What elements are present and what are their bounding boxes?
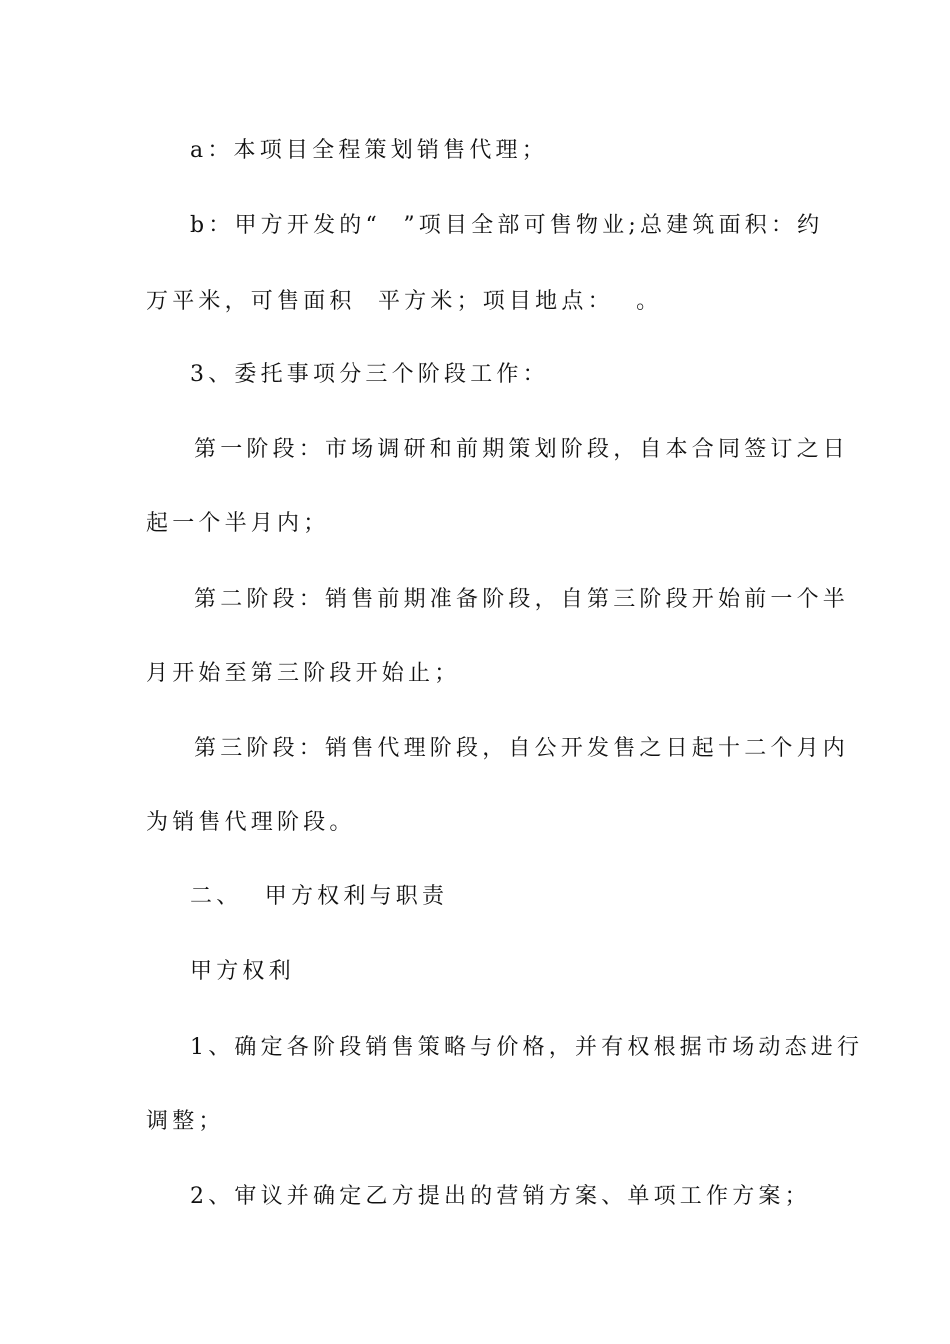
text-line: b：甲方开发的“ ”项目全部可售物业;总建筑面积：约 [190,213,824,238]
text-line: 2、审议并确定乙方提出的营销方案、单项工作方案； [190,1184,811,1209]
text-line: 为销售代理阶段。 [146,810,356,835]
text-line: 起一个半月内； [146,511,330,536]
subsection-heading: 甲方权利 [190,959,295,984]
section-heading: 二、 甲方权利与职责 [190,884,449,909]
text-line: 3、委托事项分三个阶段工作： [190,362,549,387]
text-line: 1、确定各阶段销售策略与价格，并有权根据市场动态进行 [190,1035,864,1060]
text-line: 万平米，可售面积 平方米；项目地点： 。 [146,289,663,314]
text-line: 月开始至第三阶段开始止； [146,661,461,686]
text-line: 第一阶段：市场调研和前期策划阶段，自本合同签订之日 [194,437,850,462]
text-line: 调整； [146,1109,225,1134]
text-line: 第三阶段：销售代理阶段，自公开发售之日起十二个月内 [194,736,850,761]
text-line: 第二阶段：销售前期准备阶段，自第三阶段开始前一个半 [194,587,850,612]
text-line: a：本项目全程策划销售代理； [190,138,548,163]
